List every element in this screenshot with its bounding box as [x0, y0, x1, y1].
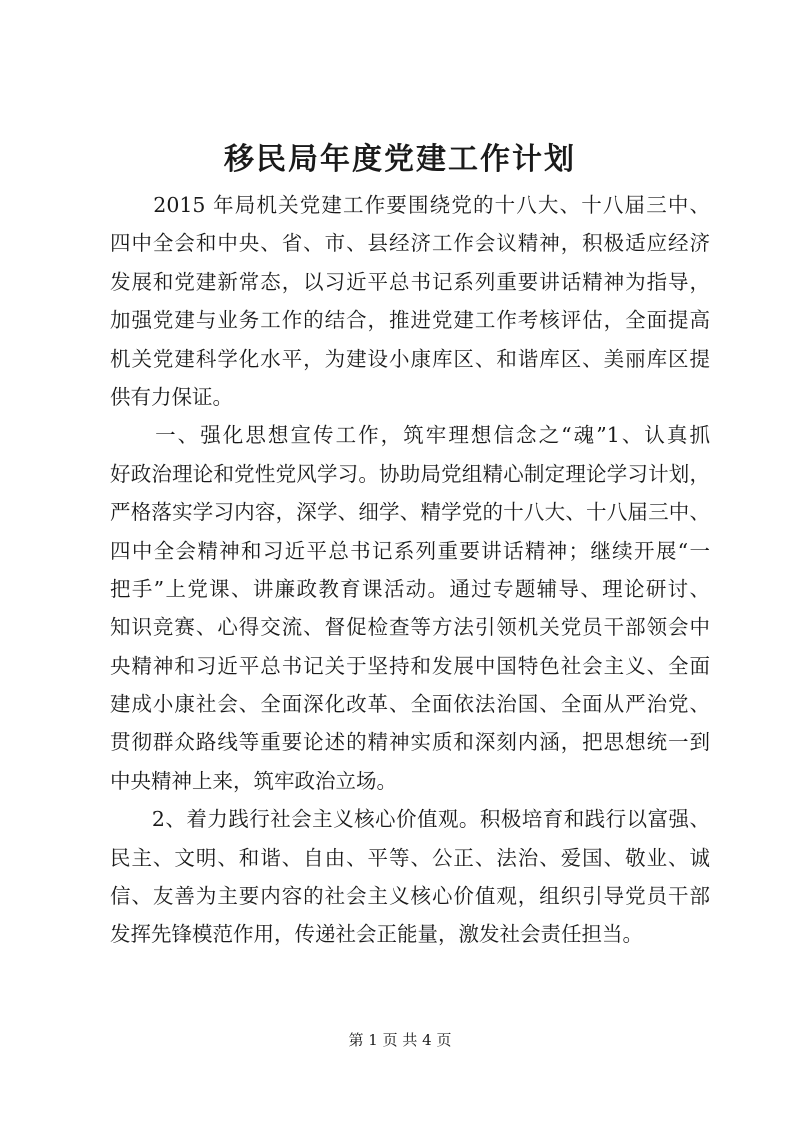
body-line: 贯彻群众路线等重要论述的精神实质和深刻内涵，把思想统一到 — [110, 730, 710, 755]
body-line: 把手”上党课、讲廉政教育课活动。通过专题辅导、理论研讨、 — [110, 576, 710, 601]
body-line: 供有力保证。 — [110, 384, 233, 409]
body-line: 机关党建科学化水平，为建设小康库区、和谐库区、美丽库区提 — [110, 346, 710, 371]
body-line: 建成小康社会、全面深化改革、全面依法治国、全面从严治党、 — [110, 692, 710, 717]
body-line: 中央精神上来，筑牢政治立场。 — [110, 768, 397, 793]
document-body — [110, 186, 710, 954]
body-line: 加强党建与业务工作的结合，推进党建工作考核评估，全面提高 — [110, 308, 710, 333]
body-line: 严格落实学习内容，深学、细学、精学党的十八大、十八届三中、 — [110, 500, 710, 525]
document-title: 移民局年度党建工作计划 — [224, 142, 576, 177]
body-line: 2、着力践行社会主义核心价值观。积极培育和践行以富强、 — [110, 807, 710, 832]
body-line: 民主、文明、和谐、自由、平等、公正、法治、爱国、敬业、诚 — [110, 845, 710, 870]
body-line: 好政治理论和党性党风学习。协助局党组精心制定理论学习计划， — [110, 461, 710, 486]
body-line: 四中全会和中央、省、市、县经济工作会议精神，积极适应经济 — [110, 231, 710, 256]
body-line: 知识竞赛、心得交流、督促检查等方法引领机关党员干部领会中 — [110, 615, 710, 640]
page-number-footer: 第 1 页 共 4 页 — [348, 1031, 452, 1049]
body-line: 发挥先锋模范作用，传递社会正能量，激发社会责任担当。 — [110, 922, 643, 947]
body-line: 四中全会精神和习近平总书记系列重要讲话精神；继续开展“一 — [110, 538, 710, 563]
body-line: 2015 年局机关党建工作要围绕党的十八大、十八届三中、 — [110, 193, 710, 217]
body-line: 一、强化思想宣传工作，筑牢理想信念之“魂”1、认真抓 — [110, 423, 710, 448]
body-line: 信、友善为主要内容的社会主义核心价值观，组织引导党员干部 — [110, 884, 710, 909]
body-line: 发展和党建新常态，以习近平总书记系列重要讲话精神为指导， — [110, 269, 710, 294]
body-line: 央精神和习近平总书记关于坚持和发展中国特色社会主义、全面 — [110, 653, 710, 678]
